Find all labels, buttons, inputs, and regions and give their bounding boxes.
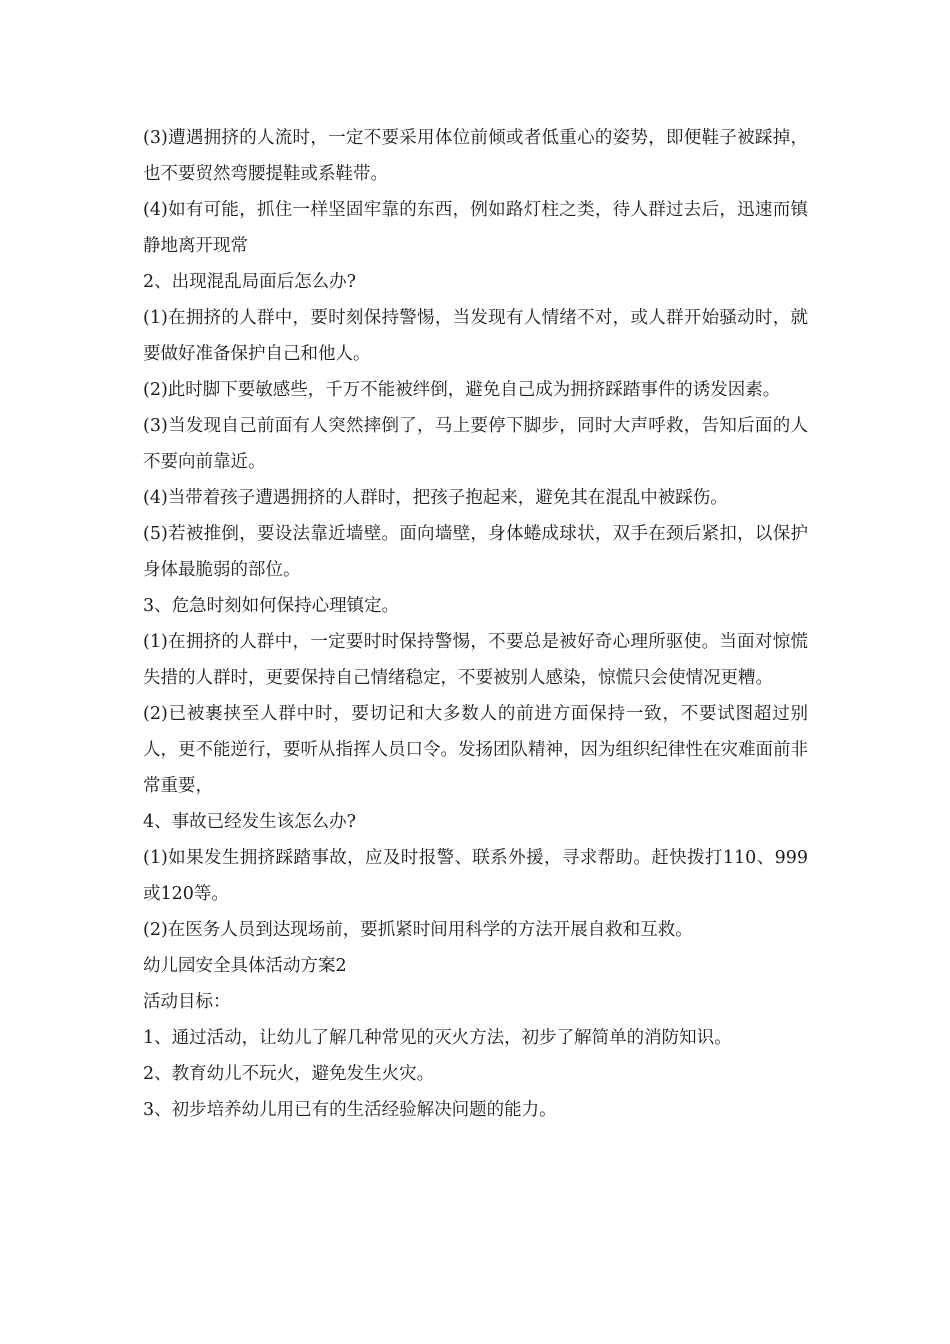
paragraph: (2)已被裹挟至人群中时，要切记和大多数人的前进方面保持一致，不要试图超过别人，更不能逆行，要听从指挥人员口令。发扬团队精神，因为组织纪律性在灾难面前非常重要， [143, 704, 808, 796]
section-heading: 3、危急时刻如何保持心理镇定。 [143, 596, 400, 616]
document-body [143, 120, 808, 1128]
document-title: 幼儿园安全具体活动方案2 [143, 956, 347, 976]
paragraph: (5)若被推倒，要设法靠近墙壁。面向墙壁，身体蜷成球状，双手在颈后紧扣，以保护身体最脆弱的部位。 [143, 524, 808, 580]
paragraph: (1)在拥挤的人群中，要时刻保持警惕，当发现有人情绪不对，或人群开始骚动时，就要做好准备保护自己和他人。 [143, 308, 808, 364]
paragraph: (4)如有可能，抓住一样坚固牢靠的东西，例如路灯柱之类，待人群过去后，迅速而镇静地离开现常 [143, 200, 808, 256]
paragraph: (2)在医务人员到达现场前，要抓紧时间用科学的方法开展自救和互救。 [143, 920, 693, 940]
paragraph: (4)当带着孩子遭遇拥挤的人群时，把孩子抱起来，避免其在混乱中被踩伤。 [143, 488, 728, 508]
paragraph: (3)遭遇拥挤的人流时，一定不要采用体位前倾或者低重心的姿势，即便鞋子被踩掉，也不要贸然弯腰提鞋或系鞋带。 [143, 128, 808, 184]
subheading: 活动目标： [143, 992, 231, 1012]
list-item: 2、教育幼儿不玩火，避免发生火灾。 [143, 1064, 435, 1084]
paragraph: (2)此时脚下要敏感些，千万不能被绊倒，避免自己成为拥挤踩踏事件的诱发因素。 [143, 380, 781, 400]
paragraph: (1)如果发生拥挤踩踏事故，应及时报警、联系外援，寻求帮助。赶快拨打110、999或120等。 [143, 848, 808, 904]
section-heading: 2、出现混乱局面后怎么办? [143, 272, 357, 292]
list-item: 3、初步培养幼儿用已有的生活经验解决问题的能力。 [143, 1100, 557, 1120]
list-item: 1、通过活动，让幼儿了解几种常见的灭火方法，初步了解简单的消防知识。 [143, 1028, 732, 1048]
paragraph: (3)当发现自己前面有人突然摔倒了，马上要停下脚步，同时大声呼救，告知后面的人不要向前靠近。 [143, 416, 808, 472]
paragraph: (1)在拥挤的人群中，一定要时时保持警惕，不要总是被好奇心理所驱使。当面对惊慌失措的人群时，更要保持自己情绪稳定，不要被别人感染，惊慌只会使情况更糟。 [143, 632, 808, 688]
section-heading: 4、事故已经发生该怎么办? [143, 812, 357, 832]
